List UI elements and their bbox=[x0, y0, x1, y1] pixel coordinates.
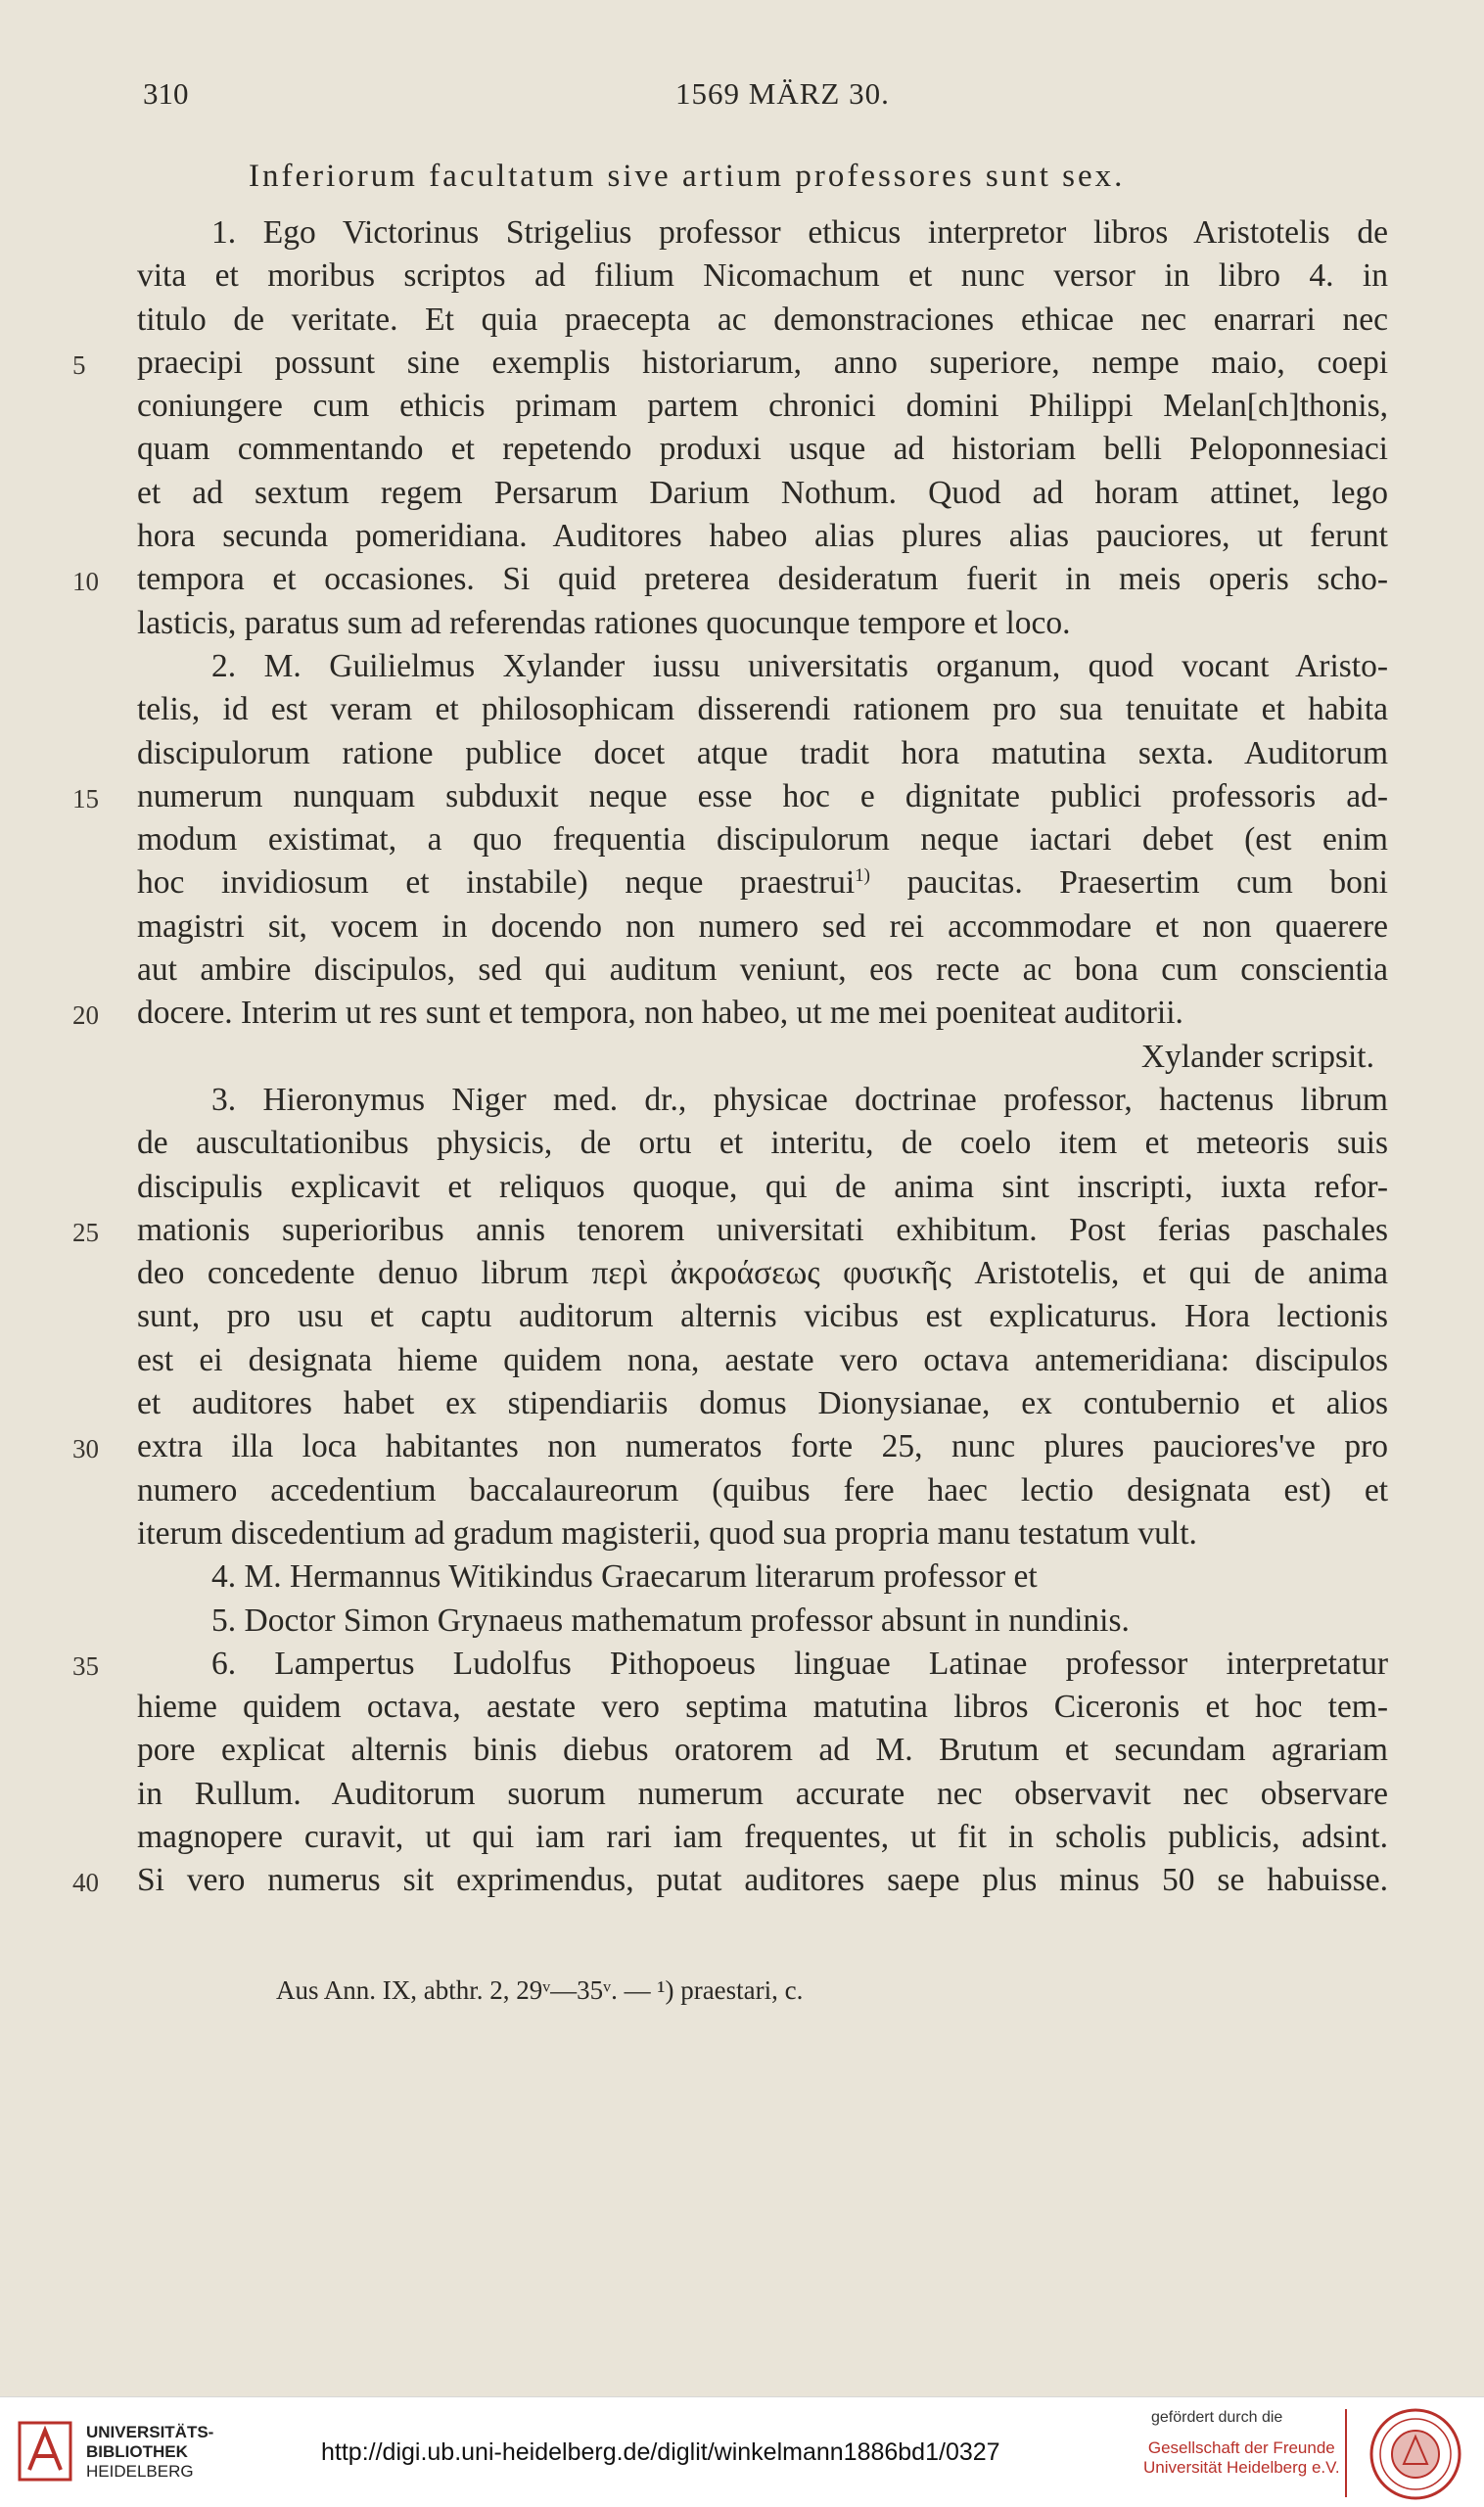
section-heading: Inferiorum facultatum sive artium professores sunt sex. bbox=[249, 159, 1126, 194]
line-text-part: in Rullum. Auditorum suorum numerum accurate nec observavit nec observare bbox=[137, 1775, 1388, 1812]
line-text-part: magistri sit, vocem in docendo non numero sed rei accommodare et non quaerere bbox=[137, 907, 1388, 945]
text-line bbox=[137, 385, 1388, 428]
line-text bbox=[211, 1079, 1388, 1122]
text-line bbox=[137, 1295, 1388, 1338]
line-text-part: modum existimat, a quo frequentia discipulorum neque iactari debet (est enim bbox=[137, 821, 1388, 859]
text-line bbox=[137, 1555, 1388, 1599]
line-text-part: de auscultationibus physicis, de ortu et interitu, de coelo item et meteoris suis bbox=[137, 1125, 1388, 1162]
line-text-part: docere. Interim ut res sunt et tempora, non habeo, ut me mei poeniteat auditorii. bbox=[137, 995, 1183, 1032]
line-text bbox=[137, 255, 1388, 298]
line-text-part: 1. Ego Victorinus Strigelius professor ethicus interpretor libros Aristotelis de bbox=[211, 214, 1388, 251]
line-number: 10 bbox=[72, 567, 99, 597]
line-text bbox=[137, 385, 1388, 428]
line-text-part: discipulis explicavit et reliquos quoque, qui de anima sint inscripti, iuxta refor- bbox=[137, 1168, 1388, 1205]
line-text-part: hieme quidem octava, aestate vero septima matutina libros Ciceronis et hoc tem- bbox=[137, 1689, 1388, 1726]
text-line bbox=[137, 1079, 1388, 1122]
line-text bbox=[137, 1729, 1388, 1772]
text-line bbox=[137, 515, 1388, 558]
line-text-part: pore explicat alternis binis diebus oratorem ad M. Brutum et secundam agrariam bbox=[137, 1732, 1388, 1769]
text-line bbox=[137, 428, 1388, 471]
line-number: 35 bbox=[72, 1650, 99, 1681]
line-text-part: coniungere cum ethicis primam partem chronici domini Philippi Melan[ch]thonis, bbox=[137, 388, 1388, 425]
running-head: 1569 MÄRZ 30. bbox=[675, 76, 890, 111]
line-text-part: Si vero numerus sit exprimendus, putat auditores saepe plus minus 50 se habuisse. bbox=[137, 1862, 1388, 1899]
line-text bbox=[137, 299, 1388, 342]
text-line bbox=[137, 1729, 1388, 1772]
line-text-part: paucitas. Praesertim cum boni bbox=[869, 864, 1388, 902]
line-number: 20 bbox=[72, 1000, 99, 1031]
text-line bbox=[72, 1859, 1388, 1902]
line-number: 40 bbox=[72, 1868, 99, 1898]
line-number: 15 bbox=[72, 783, 99, 813]
line-text bbox=[137, 732, 1388, 775]
line-text bbox=[137, 472, 1388, 515]
text-line bbox=[72, 558, 1388, 601]
line-text bbox=[137, 1382, 1388, 1425]
text-line bbox=[137, 255, 1388, 298]
text-line bbox=[137, 1469, 1388, 1512]
line-text-part: aut ambire discipulos, sed qui auditum veniunt, eos recte ac bona cum conscientia bbox=[137, 952, 1388, 989]
text-line bbox=[72, 775, 1388, 818]
text-line bbox=[72, 1209, 1388, 1252]
library-logo-icon bbox=[18, 2417, 72, 2485]
text-line bbox=[137, 645, 1388, 688]
line-text-part: 2. M. Guilielmus Xylander iussu universitatis organum, quod vocant Aristo- bbox=[211, 647, 1388, 684]
line-text-part: deo concedente denuo librum περὶ ἀκροάσεως φυσικῆς Aristotelis, et qui de anima bbox=[137, 1255, 1388, 1292]
footnote-marker: 1) bbox=[855, 865, 870, 887]
text-line bbox=[137, 211, 1388, 255]
line-text-part: 6. Lampertus Ludolfus Pithopoeus linguae Latinae professor interpretatur bbox=[211, 1645, 1388, 1682]
line-text-part: sunt, pro usu et captu auditorum alternis vicibus est explicaturus. Hora lectionis bbox=[137, 1298, 1388, 1335]
text-line bbox=[137, 1773, 1388, 1816]
line-text bbox=[137, 1512, 1388, 1555]
text-line bbox=[137, 1816, 1388, 1859]
line-text-part: et auditores habet ex stipendiariis domus Dionysianae, ex contubernio et alios bbox=[137, 1385, 1388, 1422]
line-text bbox=[137, 1166, 1388, 1209]
text-line bbox=[72, 1425, 1388, 1468]
text-line bbox=[137, 1512, 1388, 1555]
text-line bbox=[137, 861, 1388, 905]
line-text bbox=[211, 1555, 1388, 1599]
text-line bbox=[137, 299, 1388, 342]
line-text-part: numero accedentium baccalaureorum (quibus fere haec lectio designata est) et bbox=[137, 1471, 1388, 1509]
line-text bbox=[137, 1209, 1388, 1252]
text-line bbox=[137, 1252, 1388, 1295]
footnote: Aus Ann. IX, abthr. 2, 29ᵛ—35ᵛ. — ¹) praestari, c. bbox=[276, 1975, 804, 2005]
line-text bbox=[137, 861, 1388, 905]
text-line bbox=[137, 905, 1388, 949]
line-text bbox=[137, 775, 1388, 818]
text-line bbox=[137, 818, 1388, 861]
line-text-part: extra illa loca habitantes non numeratos forte 25, nunc plures pauciores've pro bbox=[137, 1428, 1388, 1465]
line-text bbox=[137, 602, 1388, 645]
body-text bbox=[72, 211, 1388, 1903]
line-text-part: quam commentando et repetendo produxi usque ad historiam belli Peloponnesiaci bbox=[137, 431, 1388, 468]
library-name-line1: UNIVERSITÄTS- bbox=[86, 2423, 214, 2441]
text-line bbox=[137, 949, 1388, 992]
line-text-part: praecipi possunt sine exemplis historiarum, anno superiore, nempe maio, coepi bbox=[137, 344, 1388, 381]
line-text-part: magnopere curavit, ut qui iam rari iam frequentes, ut fit in scholis publicis, adsint. bbox=[137, 1818, 1388, 1855]
line-text bbox=[137, 1425, 1388, 1468]
footer-divider bbox=[1345, 2409, 1347, 2497]
line-text bbox=[137, 905, 1388, 949]
permalink-url[interactable]: http://digi.ub.uni-heidelberg.de/diglit/winkelmann1886bd1/0327 bbox=[321, 2438, 1000, 2466]
line-text bbox=[137, 1773, 1388, 1816]
text-line bbox=[72, 1643, 1388, 1686]
line-text bbox=[137, 428, 1388, 471]
line-text bbox=[211, 1600, 1388, 1643]
line-text bbox=[137, 1122, 1388, 1165]
society-name bbox=[1143, 2438, 1340, 2478]
line-text bbox=[211, 1643, 1388, 1686]
library-name-line2: BIBLIOTHEK bbox=[86, 2442, 188, 2461]
text-line bbox=[137, 1339, 1388, 1382]
line-text-part: iterum discedentium ad gradum magisterii, quod sua propria manu testatum vult. bbox=[137, 1514, 1197, 1552]
line-text-part: vita et moribus scriptos ad filium Nicomachum et nunc versor in libro 4. in bbox=[137, 257, 1388, 295]
line-text-part: discipulorum ratione publice docet atque tradit hora matutina sexta. Auditorum bbox=[137, 734, 1388, 771]
text-line bbox=[137, 688, 1388, 731]
footer-bar bbox=[0, 2396, 1484, 2507]
line-text bbox=[137, 342, 1388, 385]
line-text bbox=[137, 1686, 1388, 1729]
line-text bbox=[137, 1252, 1388, 1295]
society-name-line2: Universität Heidelberg e.V. bbox=[1143, 2458, 1340, 2477]
funded-by-label: gefördert durch die bbox=[1151, 2409, 1283, 2426]
line-text bbox=[137, 1295, 1388, 1338]
text-line bbox=[72, 992, 1388, 1035]
society-name-line1: Gesellschaft der Freunde bbox=[1147, 2438, 1335, 2457]
line-text bbox=[137, 1816, 1388, 1859]
library-name-line3: HEIDELBERG bbox=[86, 2462, 194, 2481]
line-text-part: tempora et occasiones. Si quid preterea desideratum fuerit in meis operis scho- bbox=[137, 561, 1388, 598]
line-text bbox=[137, 1036, 1374, 1079]
line-text bbox=[137, 992, 1388, 1035]
text-line bbox=[137, 1036, 1388, 1079]
line-text bbox=[137, 1469, 1388, 1512]
line-text-part: numerum nunquam subduxit neque esse hoc e dignitate publici professoris ad- bbox=[137, 777, 1388, 814]
text-line bbox=[137, 472, 1388, 515]
line-text bbox=[137, 949, 1388, 992]
line-text bbox=[137, 1339, 1388, 1382]
line-text bbox=[211, 211, 1388, 255]
university-seal-icon bbox=[1368, 2407, 1462, 2501]
line-text-part: est ei designata hieme quidem nona, aestate vero octava antemeridiana: discipulos bbox=[137, 1341, 1388, 1378]
line-text bbox=[137, 818, 1388, 861]
text-line bbox=[137, 1122, 1388, 1165]
text-line bbox=[137, 1166, 1388, 1209]
line-text-part: titulo de veritate. Et quia praecepta ac demonstraciones ethicae nec enarrari nec bbox=[137, 301, 1388, 338]
line-number: 30 bbox=[72, 1434, 99, 1464]
line-text-part: hoc invidiosum et instabile) neque praestrui bbox=[137, 864, 856, 902]
text-line bbox=[72, 342, 1388, 385]
text-line bbox=[137, 1382, 1388, 1425]
text-line bbox=[137, 732, 1388, 775]
line-text-part: telis, id est veram et philosophicam disserendi rationem pro sua tenuitate et habita bbox=[137, 691, 1388, 728]
line-text bbox=[137, 1859, 1388, 1902]
text-line bbox=[137, 602, 1388, 645]
text-line bbox=[137, 1686, 1388, 1729]
library-name bbox=[86, 2423, 213, 2482]
page-number: 310 bbox=[143, 76, 189, 111]
line-text bbox=[211, 645, 1388, 688]
line-text bbox=[137, 515, 1388, 558]
line-text-part: 4. M. Hermannus Witikindus Graecarum literarum professor et bbox=[211, 1558, 1038, 1596]
line-text-part: Xylander scripsit. bbox=[1140, 1038, 1374, 1075]
line-number: 25 bbox=[72, 1217, 99, 1247]
line-text bbox=[137, 558, 1388, 601]
line-text-part: 5. Doctor Simon Grynaeus mathematum professor absunt in nundinis. bbox=[211, 1602, 1130, 1639]
line-text-part: mationis superioribus annis tenorem universitati exhibitum. Post ferias paschales bbox=[137, 1211, 1388, 1248]
text-line bbox=[137, 1600, 1388, 1643]
line-text-part: lasticis, paratus sum ad referendas rationes quocunque tempore et loco. bbox=[137, 604, 1071, 641]
line-text bbox=[137, 688, 1388, 731]
line-text-part: 3. Hieronymus Niger med. dr., physicae doctrinae professor, hactenus librum bbox=[211, 1081, 1388, 1118]
line-number: 5 bbox=[72, 349, 86, 380]
line-text-part: hora secunda pomeridiana. Auditores habeo alias plures alias pauciores, ut ferunt bbox=[137, 518, 1388, 555]
line-text-part: et ad sextum regem Persarum Darium Nothum. Quod ad horam attinet, lego bbox=[137, 474, 1388, 511]
